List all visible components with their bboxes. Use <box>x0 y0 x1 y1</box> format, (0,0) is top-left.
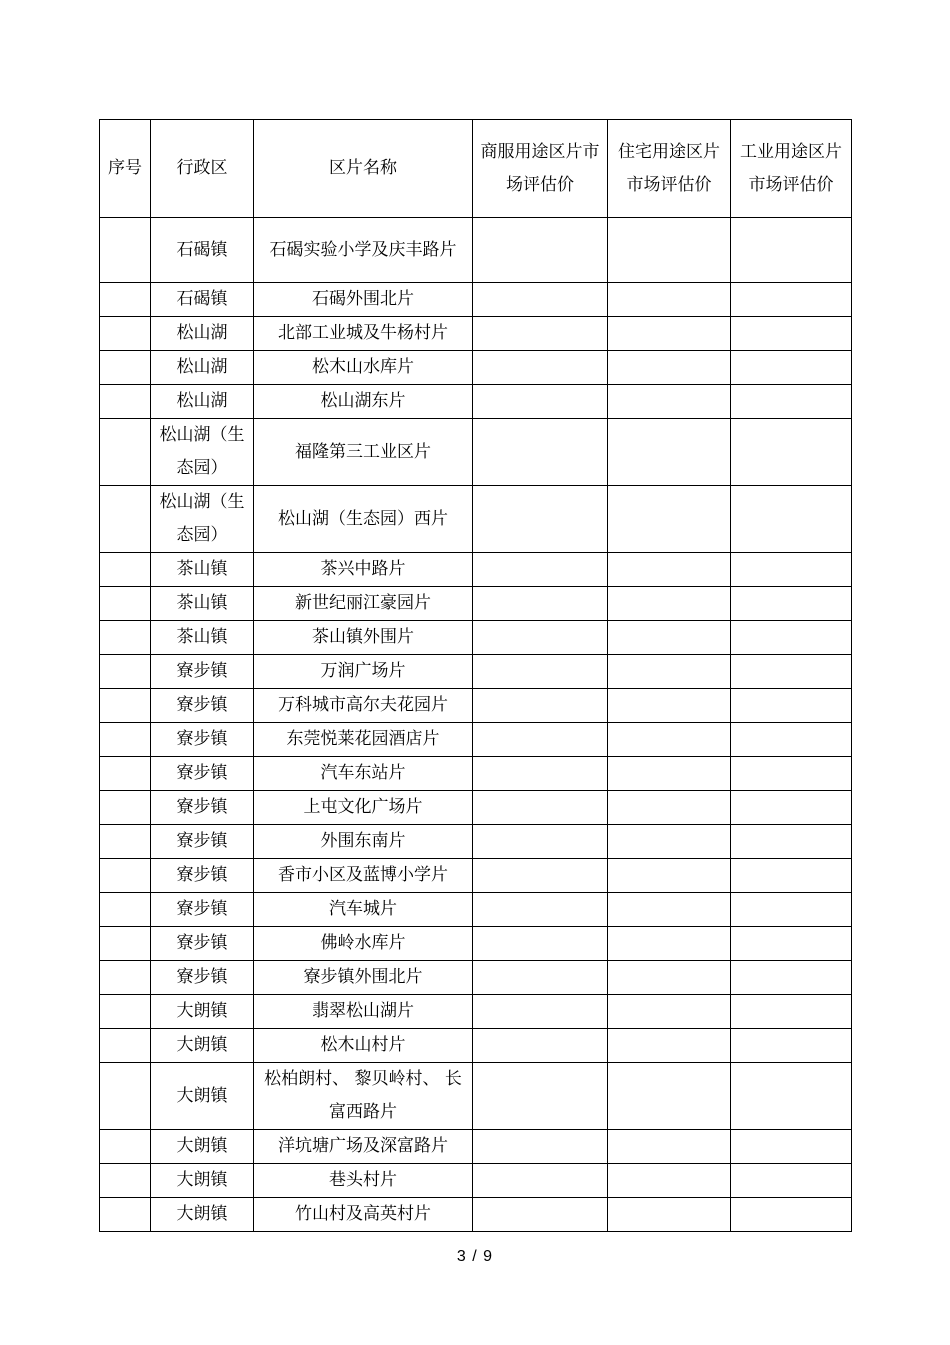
cell-index <box>100 351 151 385</box>
cell-residential-price <box>608 927 731 961</box>
table-row <box>100 1164 852 1198</box>
table-row <box>100 995 852 1029</box>
cell-commercial-price <box>473 927 608 961</box>
cell-commercial-price <box>473 351 608 385</box>
cell-area-name: 松木山村片 <box>254 1029 473 1063</box>
cell-industrial-price <box>731 927 852 961</box>
cell-index <box>100 218 151 283</box>
table-row <box>100 689 852 723</box>
cell-area-name: 石碣外围北片 <box>254 283 473 317</box>
cell-index <box>100 587 151 621</box>
table-row <box>100 791 852 825</box>
cell-area-name: 福隆第三工业区片 <box>254 419 473 486</box>
header-area-name: 区片名称 <box>254 120 473 218</box>
cell-area-name: 汽车城片 <box>254 893 473 927</box>
cell-commercial-price <box>473 1063 608 1130</box>
cell-industrial-price <box>731 317 852 351</box>
cell-district: 寮步镇 <box>151 689 254 723</box>
cell-area-name: 松山湖（生态园）西片 <box>254 486 473 553</box>
cell-district: 茶山镇 <box>151 553 254 587</box>
cell-commercial-price <box>473 553 608 587</box>
cell-index <box>100 1029 151 1063</box>
cell-residential-price <box>608 689 731 723</box>
table-row <box>100 825 852 859</box>
cell-residential-price <box>608 317 731 351</box>
cell-district: 寮步镇 <box>151 655 254 689</box>
cell-index <box>100 689 151 723</box>
cell-commercial-price <box>473 825 608 859</box>
cell-industrial-price <box>731 791 852 825</box>
cell-residential-price <box>608 859 731 893</box>
cell-district: 松山湖 <box>151 351 254 385</box>
cell-district: 大朗镇 <box>151 1063 254 1130</box>
cell-district: 寮步镇 <box>151 927 254 961</box>
table-row <box>100 655 852 689</box>
cell-residential-price <box>608 893 731 927</box>
cell-index <box>100 419 151 486</box>
cell-district: 松山湖 <box>151 317 254 351</box>
cell-area-name: 新世纪丽江豪园片 <box>254 587 473 621</box>
cell-residential-price <box>608 757 731 791</box>
cell-residential-price <box>608 486 731 553</box>
cell-commercial-price <box>473 995 608 1029</box>
cell-district: 石碣镇 <box>151 218 254 283</box>
table-row <box>100 757 852 791</box>
cell-area-name: 竹山村及高英村片 <box>254 1198 473 1232</box>
cell-district: 寮步镇 <box>151 859 254 893</box>
cell-index <box>100 655 151 689</box>
cell-district: 大朗镇 <box>151 1130 254 1164</box>
cell-commercial-price <box>473 621 608 655</box>
cell-industrial-price <box>731 1130 852 1164</box>
cell-index <box>100 1164 151 1198</box>
table-header-row <box>100 120 852 218</box>
cell-commercial-price <box>473 689 608 723</box>
cell-industrial-price <box>731 961 852 995</box>
cell-residential-price <box>608 419 731 486</box>
table-row <box>100 1063 852 1130</box>
cell-commercial-price <box>473 419 608 486</box>
table-row <box>100 553 852 587</box>
table-row <box>100 961 852 995</box>
cell-area-name: 东莞悦莱花园酒店片 <box>254 723 473 757</box>
cell-residential-price <box>608 961 731 995</box>
cell-index <box>100 961 151 995</box>
cell-industrial-price <box>731 1029 852 1063</box>
cell-industrial-price <box>731 825 852 859</box>
cell-industrial-price <box>731 655 852 689</box>
cell-index <box>100 859 151 893</box>
cell-commercial-price <box>473 859 608 893</box>
cell-industrial-price <box>731 351 852 385</box>
page-number: 3 / 9 <box>456 1248 494 1265</box>
cell-district: 寮步镇 <box>151 961 254 995</box>
cell-area-name: 石碣实验小学及庆丰路片 <box>254 218 473 283</box>
cell-area-name: 巷头村片 <box>254 1164 473 1198</box>
cell-index <box>100 621 151 655</box>
cell-residential-price <box>608 218 731 283</box>
cell-commercial-price <box>473 961 608 995</box>
cell-commercial-price <box>473 1164 608 1198</box>
cell-commercial-price <box>473 317 608 351</box>
cell-residential-price <box>608 553 731 587</box>
table-row <box>100 218 852 283</box>
cell-index <box>100 1130 151 1164</box>
header-district: 行政区 <box>151 120 254 218</box>
cell-residential-price <box>608 995 731 1029</box>
cell-district: 松山湖（生态园） <box>151 419 254 486</box>
table-row <box>100 283 852 317</box>
table-row <box>100 927 852 961</box>
cell-residential-price <box>608 587 731 621</box>
cell-index <box>100 723 151 757</box>
cell-commercial-price <box>473 1029 608 1063</box>
cell-district: 寮步镇 <box>151 893 254 927</box>
cell-district: 大朗镇 <box>151 1029 254 1063</box>
cell-commercial-price <box>473 893 608 927</box>
table-row <box>100 859 852 893</box>
cell-area-name: 上屯文化广场片 <box>254 791 473 825</box>
cell-district: 寮步镇 <box>151 791 254 825</box>
table-row <box>100 621 852 655</box>
cell-district: 寮步镇 <box>151 757 254 791</box>
cell-index <box>100 757 151 791</box>
table-row <box>100 486 852 553</box>
cell-index <box>100 791 151 825</box>
cell-district: 寮步镇 <box>151 825 254 859</box>
cell-industrial-price <box>731 587 852 621</box>
cell-industrial-price <box>731 757 852 791</box>
cell-industrial-price <box>731 1164 852 1198</box>
table-row <box>100 723 852 757</box>
cell-index <box>100 283 151 317</box>
table-row <box>100 419 852 486</box>
cell-area-name: 洋坑塘广场及深富路片 <box>254 1130 473 1164</box>
cell-area-name: 万科城市高尔夫花园片 <box>254 689 473 723</box>
table-row <box>100 1029 852 1063</box>
cell-commercial-price <box>473 1130 608 1164</box>
cell-commercial-price <box>473 723 608 757</box>
cell-commercial-price <box>473 385 608 419</box>
cell-commercial-price <box>473 218 608 283</box>
cell-area-name: 汽车东站片 <box>254 757 473 791</box>
cell-industrial-price <box>731 218 852 283</box>
valuation-table <box>99 119 852 1232</box>
table-row <box>100 351 852 385</box>
cell-index <box>100 553 151 587</box>
cell-industrial-price <box>731 859 852 893</box>
cell-index <box>100 1063 151 1130</box>
cell-industrial-price <box>731 723 852 757</box>
cell-district: 寮步镇 <box>151 723 254 757</box>
cell-index <box>100 927 151 961</box>
header-index: 序号 <box>100 120 151 218</box>
cell-industrial-price <box>731 1063 852 1130</box>
cell-residential-price <box>608 1130 731 1164</box>
table-row <box>100 385 852 419</box>
table-body <box>100 218 852 1232</box>
cell-industrial-price <box>731 385 852 419</box>
cell-industrial-price <box>731 995 852 1029</box>
cell-index <box>100 317 151 351</box>
cell-commercial-price <box>473 655 608 689</box>
cell-district: 茶山镇 <box>151 621 254 655</box>
table-row <box>100 893 852 927</box>
cell-area-name: 茶兴中路片 <box>254 553 473 587</box>
cell-industrial-price <box>731 689 852 723</box>
cell-residential-price <box>608 385 731 419</box>
cell-index <box>100 995 151 1029</box>
cell-commercial-price <box>473 587 608 621</box>
table-row <box>100 1198 852 1232</box>
header-industrial-price: 工业用途区片市场评估价 <box>731 120 852 218</box>
cell-industrial-price <box>731 283 852 317</box>
cell-area-name: 北部工业城及牛杨村片 <box>254 317 473 351</box>
cell-residential-price <box>608 1164 731 1198</box>
cell-residential-price <box>608 1029 731 1063</box>
cell-industrial-price <box>731 419 852 486</box>
cell-residential-price <box>608 825 731 859</box>
cell-district: 松山湖（生态园） <box>151 486 254 553</box>
cell-area-name: 松柏朗村、 黎贝岭村、 长富西路片 <box>254 1063 473 1130</box>
cell-residential-price <box>608 283 731 317</box>
cell-industrial-price <box>731 486 852 553</box>
cell-district: 大朗镇 <box>151 1198 254 1232</box>
cell-residential-price <box>608 655 731 689</box>
table-row <box>100 1130 852 1164</box>
cell-area-name: 茶山镇外围片 <box>254 621 473 655</box>
cell-commercial-price <box>473 486 608 553</box>
cell-index <box>100 385 151 419</box>
table-row <box>100 587 852 621</box>
cell-index <box>100 825 151 859</box>
cell-index <box>100 486 151 553</box>
cell-index <box>100 1198 151 1232</box>
cell-industrial-price <box>731 893 852 927</box>
table-row <box>100 317 852 351</box>
cell-industrial-price <box>731 553 852 587</box>
cell-area-name: 佛岭水库片 <box>254 927 473 961</box>
cell-residential-price <box>608 351 731 385</box>
cell-area-name: 松木山水库片 <box>254 351 473 385</box>
cell-index <box>100 893 151 927</box>
cell-industrial-price <box>731 1198 852 1232</box>
cell-district: 大朗镇 <box>151 995 254 1029</box>
cell-residential-price <box>608 1198 731 1232</box>
cell-area-name: 外围东南片 <box>254 825 473 859</box>
cell-district: 松山湖 <box>151 385 254 419</box>
header-residential-price: 住宅用途区片市场评估价 <box>608 120 731 218</box>
cell-area-name: 翡翠松山湖片 <box>254 995 473 1029</box>
cell-residential-price <box>608 1063 731 1130</box>
cell-commercial-price <box>473 283 608 317</box>
cell-residential-price <box>608 791 731 825</box>
cell-area-name: 香市小区及蓝博小学片 <box>254 859 473 893</box>
cell-district: 茶山镇 <box>151 587 254 621</box>
header-commercial-price: 商服用途区片市场评估价 <box>473 120 608 218</box>
cell-district: 大朗镇 <box>151 1164 254 1198</box>
cell-residential-price <box>608 621 731 655</box>
cell-residential-price <box>608 723 731 757</box>
cell-district: 石碣镇 <box>151 283 254 317</box>
cell-industrial-price <box>731 621 852 655</box>
cell-commercial-price <box>473 791 608 825</box>
cell-commercial-price <box>473 757 608 791</box>
cell-area-name: 万润广场片 <box>254 655 473 689</box>
cell-area-name: 松山湖东片 <box>254 385 473 419</box>
cell-area-name: 寮步镇外围北片 <box>254 961 473 995</box>
cell-commercial-price <box>473 1198 608 1232</box>
